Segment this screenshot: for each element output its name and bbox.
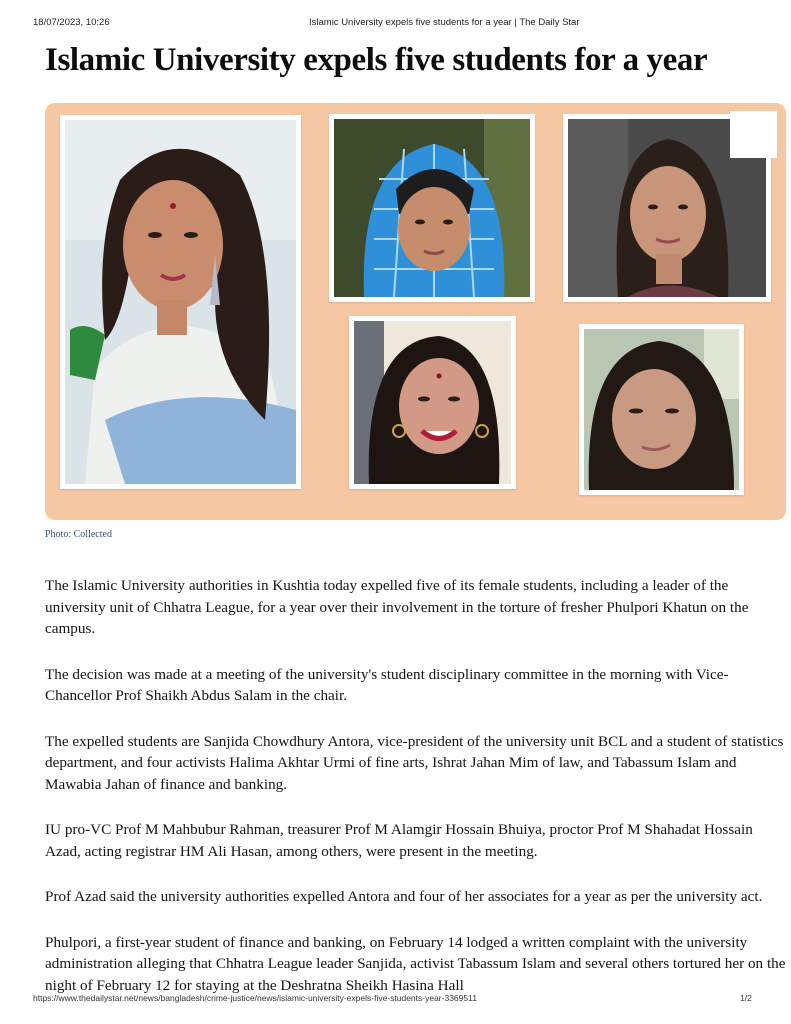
article-paragraph: Phulpori, a first-year student of finance and banking, on February 14 lodged a written complaint with the university administration alleging that Chhatra League leader Sanjida, activist Tabassum Islam and several others tortured her on the night of February 12 for staying at the Deshratna Sheikh Hasina Hall	[45, 933, 786, 994]
photo-caption: Photo: Collected	[45, 529, 112, 540]
print-datetime: 18/07/2023, 10:26	[33, 17, 110, 28]
print-page-number: 1/2	[740, 993, 752, 1003]
article-paragraph: IU pro-VC Prof M Mahbubur Rahman, treasurer Prof M Alamgir Hossain Bhuiya, proctor Prof M Shahadat Hossain Azad, acting registrar HM Ali Hasan, among others, were present in the meeting.	[45, 821, 753, 860]
print-header	[0, 17, 791, 31]
article-body	[45, 575, 787, 1020]
print-page-title: Islamic University expels five students for a year | The Daily Star	[309, 17, 580, 28]
portrait-photo-2	[334, 119, 530, 297]
article-paragraph: The decision was made at a meeting of the university's student disciplinary committee in the morning with Vice-Chancellor Prof Shaikh Abdus Salam in the chair.	[45, 665, 729, 704]
portrait-photo-4	[354, 321, 511, 484]
student-portrait-5	[579, 324, 744, 495]
student-portrait-2	[329, 114, 535, 302]
article-paragraph: The Islamic University authorities in Kushtia today expelled five of its female students, including a leader of the university unit of Chhatra League, for a year over their involvement in the torture of fresher Phulpori Khatun on the campus.	[45, 577, 749, 637]
portrait-photo-5	[584, 329, 739, 490]
print-source-url[interactable]: https://www.thedailystar.net/news/bangladesh/crime-justice/news/islamic-university-expels-five-students-year-3369511	[33, 993, 477, 1003]
article-photo-collage	[45, 103, 786, 520]
print-footer	[0, 993, 791, 1005]
article-paragraph: The expelled students are Sanjida Chowdhury Antora, vice-president of the university unit BCL and a student of statistics department, and four activists Halima Akhtar Urmi of fine arts, Ishrat Jahan Mim of law, and Tabassum Islam and Mawabia Jahan of finance and banking.	[45, 732, 784, 793]
article-paragraph: Prof Azad said the university authorities expelled Antora and four of her associates for a year as per the university act.	[45, 888, 763, 905]
photo-corner-patch	[730, 111, 777, 158]
article-headline: Islamic University expels five students for a year	[45, 42, 708, 78]
portrait-photo-1	[65, 120, 296, 484]
student-portrait-1	[60, 115, 301, 489]
student-portrait-4	[349, 316, 516, 489]
